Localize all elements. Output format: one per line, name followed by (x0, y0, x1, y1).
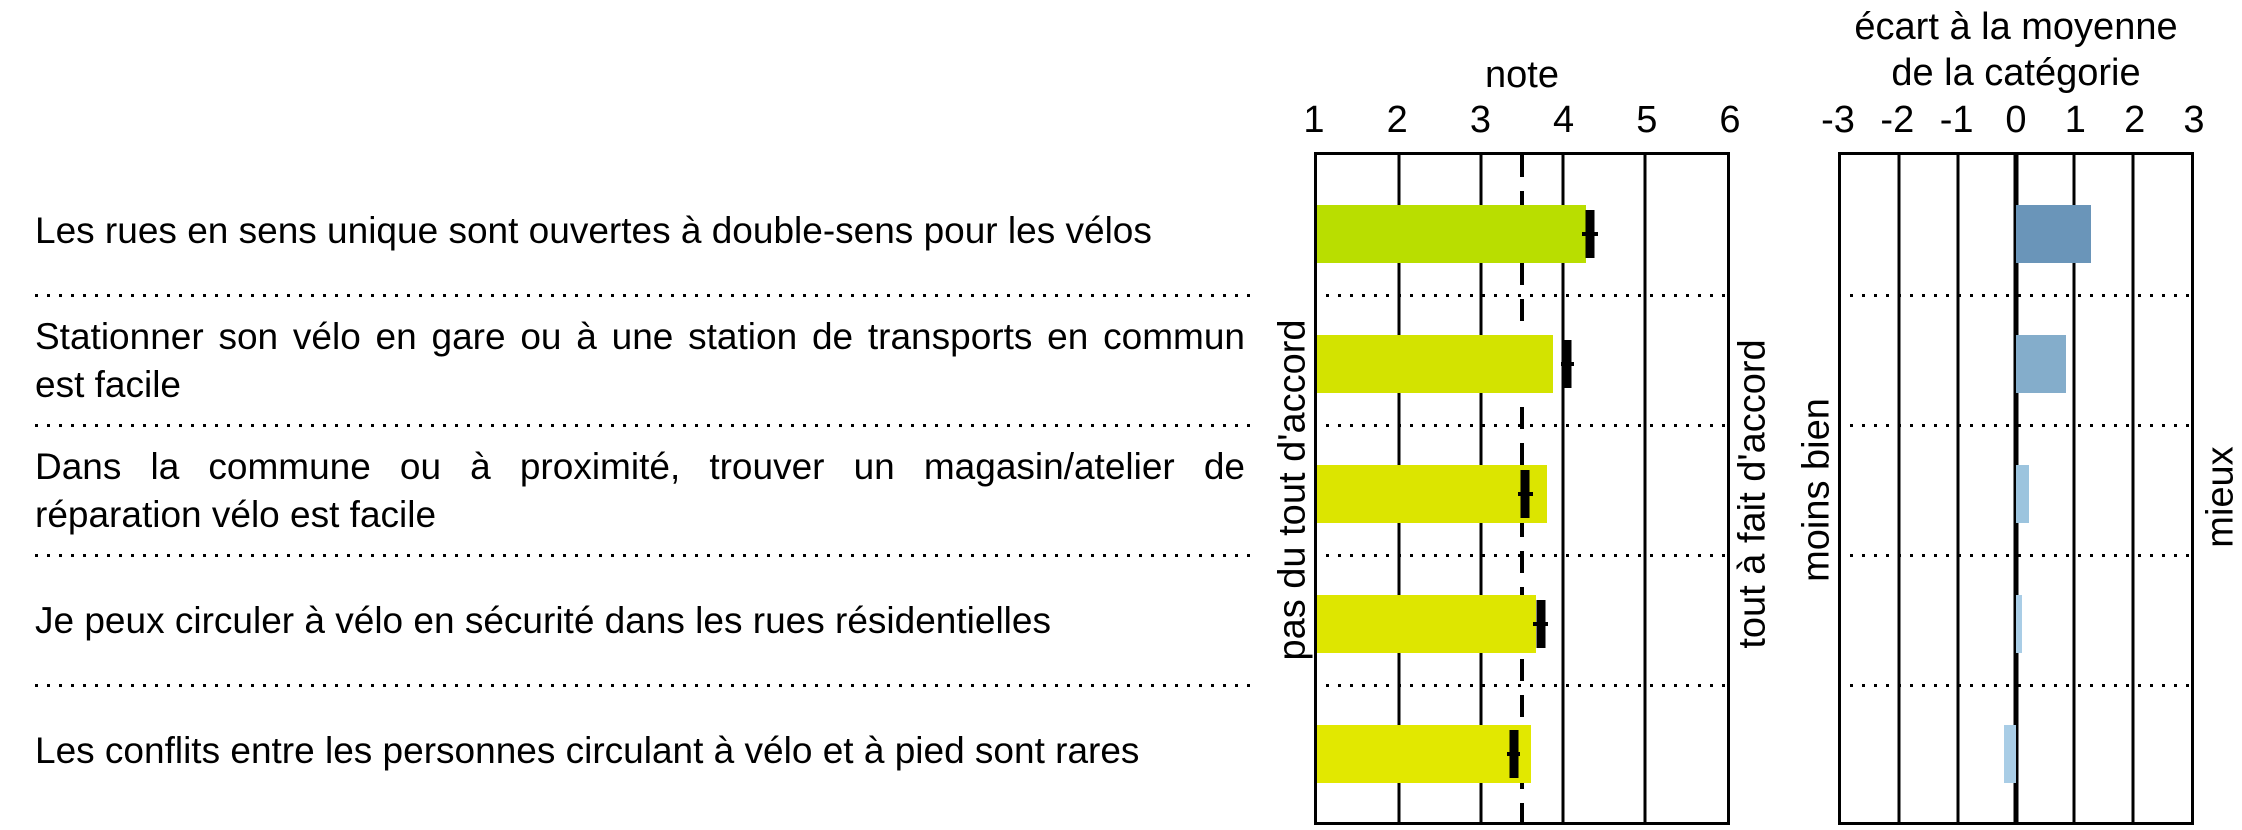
deviation-bar (2016, 335, 2066, 393)
deviation-tick-label: -2 (1880, 99, 1915, 141)
deviation-bar (2016, 205, 2091, 263)
question-label-text: Les rues en sens unique sont ouvertes à double-sens pour les vélos (35, 210, 1152, 251)
note-tick-label: 3 (1469, 99, 1491, 141)
deviation-tick-label: -1 (1939, 99, 1974, 141)
deviation-bar (2004, 725, 2016, 783)
row-separator (1314, 554, 1730, 557)
note-tick-label: 4 (1553, 99, 1575, 141)
deviation-bar (2016, 465, 2029, 523)
deviation-axis-title-line1: écart à la moyenne (1854, 6, 2178, 48)
deviation-tick-label: 0 (2005, 99, 2027, 141)
row-separator (1314, 424, 1730, 427)
question-label-text: Dans la commune ou à proximité, trouver un magasin/atelier de réparation vélo est facile (35, 446, 1245, 535)
deviation-axis-left-label: moins bien (1795, 398, 1838, 582)
note-tick-label: 5 (1636, 99, 1658, 141)
note-gridline (1644, 155, 1647, 822)
note-bar (1317, 335, 1553, 393)
deviation-gridline (2131, 155, 2134, 822)
question-label (35, 426, 1245, 556)
note-axis-left-label: pas du tout d'accord (1271, 319, 1314, 661)
note-bar (1317, 725, 1531, 783)
note-bar (1317, 205, 1586, 263)
deviation-axis-ticks (1821, 96, 2205, 144)
note-mean-marker (1521, 470, 1530, 518)
row-separator (1314, 684, 1730, 687)
note-axis-right-label: tout à fait d'accord (1731, 339, 1774, 649)
note-mean-marker (1586, 210, 1595, 258)
note-mean-marker (1563, 340, 1572, 388)
deviation-gridline (1898, 155, 1901, 822)
note-tick-label: 1 (1303, 99, 1325, 141)
question-label (35, 296, 1245, 426)
deviation-axis-title (1838, 4, 2194, 96)
deviation-chart-panel (1838, 152, 2194, 825)
note-chart-panel (1314, 152, 1730, 825)
deviation-gridline (1956, 155, 1959, 822)
note-bar (1317, 465, 1547, 523)
deviation-bar (2016, 595, 2022, 653)
question-label (35, 686, 1245, 816)
deviation-tick-label: 2 (2124, 99, 2146, 141)
deviation-tick-label: 1 (2064, 99, 2086, 141)
deviation-tick-label: 3 (2183, 99, 2205, 141)
row-separator (1838, 684, 2194, 687)
row-separator (1838, 294, 2194, 297)
question-label-text: Stationner son vélo en gare ou à une station de transports en commun est facile (35, 316, 1245, 405)
note-axis-title: note (1485, 54, 1559, 96)
note-tick-label: 2 (1386, 99, 1408, 141)
row-separator (1838, 424, 2194, 427)
question-label (35, 556, 1245, 686)
deviation-tick-label: -3 (1821, 99, 1855, 141)
note-tick-label: 6 (1719, 99, 1741, 141)
question-label-text: Je peux circuler à vélo en sécurité dans les rues résidentielles (35, 600, 1051, 641)
note-mean-marker (1509, 730, 1518, 778)
deviation-axis-right-label: mieux (2199, 446, 2242, 548)
question-label (35, 166, 1245, 296)
row-separator (1838, 554, 2194, 557)
question-label-text: Les conflits entre les personnes circulant à vélo et à pied sont rares (35, 730, 1140, 771)
note-mean-marker (1536, 600, 1545, 648)
deviation-axis-title-line2: de la catégorie (1891, 52, 2141, 94)
row-separator (1314, 294, 1730, 297)
note-axis-ticks (1303, 96, 1741, 144)
note-bar (1317, 595, 1536, 653)
